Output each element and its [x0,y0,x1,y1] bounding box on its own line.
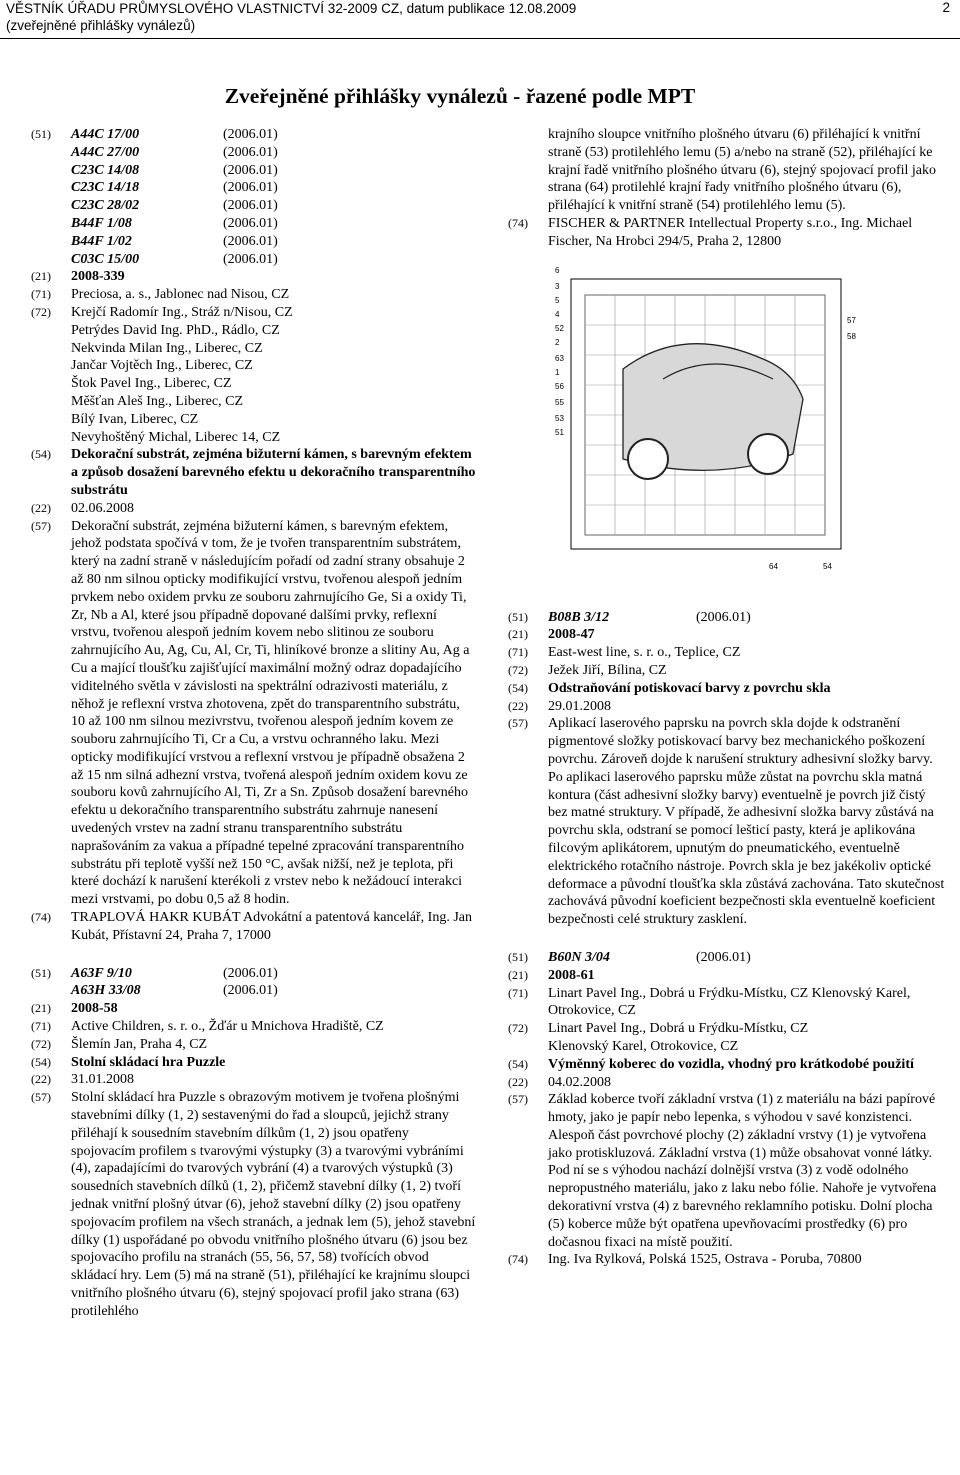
ipc-row: C23C 14/18 (2006.01) [71,180,278,196]
filing-date: (22) 29.01.2008 [508,698,611,714]
inventors: (72) Šlemín Jan, Praha 4, CZ [31,1036,208,1052]
applicant: (71) Preciosa, a. s., Jablonec nad Nisou, CZ [31,287,290,303]
ipc-row: C23C 28/02 (2006.01) [71,198,278,214]
abstract: (57) Dekorační substrát, zejména bižuterní kámen, s barevným efektem, jehož podstata spočívá v tom, že je tvořen transparentním substrátem, který na zadní straně v následujícím pořadí od zadní strany obsahuje 2 až 80 nm silnou opticky modifikující vrstvu, tvořenou alespoň jedním prvkem nebo oxidem prvku ze souboru zahrnujícího Ge, Si a oxidy Ti, Zr, Nb a Al, které jsou případně dopované dalšími prvky, reflexní vrstvu, tvořenou alespoň jedním kovem nebo slitinou ze souboru zahrnujícího Au, Ag, Cu, Al, Cr, Ti, hliníkové bronze a slitiny Au, Ag a Cu a mající tloušťku zajišťující maximální možný odraz dopadajícího viditelného světla v závislosti na spektrální odrazivosti materiálu, z něhož je reflexní vrstva zhotovena, zpět do transparentního substrátu, 10 až 100 nm silnou mezivrstvu, tvořenou alespoň jedním kovem ze souboru zahrnujícího Ti, Cr a Cu, a vrstvu ochranného laku. Mezi opticky modifikující vrstvou a reflexní vrstvou je případně obsažena 2 až 15 nm silná adhezní vrstva, tvořená alespoň jedním oxidem kovu ze souboru kovů zahrnujícího Al, Ti, Zr a Sn. Způsob dosažení barevného efektu u dekoračního transparentního substrátu zahrnuje nanesení uvedených vrstev na zadní stranu transparentního substrátu naprašováním za vakua a případné tepelné zpracování transparentního substrátu při teplotě vyšší než 150 °C, avšak nižší, než je teplota, při které dochází k narušení kterékoli z vrstev nebo k nežádoucí interakci mezi vrstvami, po dobu 0,5 až 8 hodin. [31,518,470,908]
filing-date: (22) 04.02.2008 [508,1074,611,1090]
ipc-row: B44F 1/02 (2006.01) [71,233,278,249]
inventors: (72) Ježek Jiří, Bílina, CZ [508,662,667,678]
figure-reference-label: 64 [769,561,778,571]
figure-reference-label: 4 [555,309,560,319]
abstract: (57) Základ koberce tvoří základní vrstva (1) z materiálu na bázi papírové hmoty, jako je papír nebo lepenka, s výhodou v savé konzistenci. Alespoň část povrchové plochy (2) základní vrstvy (1) je vytvořena jako protiskluzová. Základní vrstva (1) může obsahovat vonné látky. Pod ní se s výhodou nachází dolnější vrstva (3) z vodě odolného nepropustného materiálu, jako z laku nebo fólie. Nahoře je vytvořena dekorativní vrstva (4) z barevného reklamního potisku. Dolní plocha (5) koberce může být opatřena upevňovacími prostředky (6) pro dočasnou fixaci na místě použití. [508,1092,937,1250]
entry-4 [508,949,948,1269]
ipc-row: (51) A44C 17/00 (2006.01) [31,127,278,142]
applicant: (71) Active Children, s. r. o., Žďár u Mnichova Hradiště, CZ [31,1019,384,1035]
wheel-icon [748,434,788,474]
application-number: (21) 2008-61 [508,967,595,983]
figure-reference-label: 56 [555,381,564,391]
abstract: (57) Aplikací laserového paprsku na povrch skla dojde k odstranění pigmentové složky potiskovací barvy bez mechanického poškození povrchu. Zároveň dojde k narušení struktury adhesivní složky barvy. Po aplikaci laserového paprsku může zůstat na povrchu skla matná kontura (část adhesivní složky barvy) eventuelně je povrch již čistý bez matné struktury. V případě, že adhesivní složka barvy zůstává na povrchu skla, odstraní se pomocí lešticí pasty, která je aplikována filcovým aplikátorem, upnutým do pneumatického, eventuelně elektrického rotačního nástroje. Povrch skla je bez jakékoliv optické deformace a původní tloušťka skla zůstává zachována. Tato skutečnost zachovává původní koeficient bezpečnosti skla eventuelně koeficient bezpečnosti celé struktury zasklení. [508,716,945,928]
figure-reference-label: 1 [555,367,560,377]
invention-title: (54) Odstraňování potiskovací barvy z povrchu skla [508,680,831,696]
ipc-row: C23C 14/08 (2006.01) [71,162,278,178]
ipc-row: A44C 27/00 (2006.01) [71,144,278,160]
applicant: (71) East-west line, s. r. o., Teplice, CZ [508,645,741,661]
entry-1 [31,126,476,945]
journal-header [6,0,576,34]
figure-reference-label: 55 [555,397,564,407]
ipc-row: B44F 1/08 (2006.01) [71,215,278,231]
header-rule [0,38,960,39]
journal-subtitle: (zveřejněné přihlášky vynálezů) [6,18,196,33]
figure-reference-label: 52 [555,323,564,333]
filing-date: (22) 31.01.2008 [31,1072,134,1088]
journal-title: VĚSTNÍK ÚŘADU PRŮMYSLOVÉHO VLASTNICTVÍ 32-2009 CZ, datum publikace 12.08.2009 [6,1,577,16]
entry-2 [31,965,476,1321]
page-number: 2 [942,0,950,15]
figure-reference-label: 5 [555,295,560,305]
puzzle-figure [543,259,873,589]
left-column [31,126,476,1321]
figure-reference-label: 53 [555,413,564,423]
figure-reference-label: 51 [555,427,564,437]
ipc-row: (51) A63F 9/10 (2006.01) [31,965,278,981]
application-number: (21) 2008-339 [31,269,125,285]
attorney: (74) FISCHER & PARTNER Intellectual Property s.r.o., Ing. Michael Fischer, Na Hrobci 294/5, Praha 2, 12800 [508,215,913,249]
figure-reference-label: 58 [847,331,856,341]
application-number: (21) 2008-58 [31,1001,118,1017]
invention-title: (54) Dekorační substrát, zejména bižuterní kámen, s barevným efektem a způsob dosažení barevného efektu u dekoračního transparentního substrátu [31,447,476,498]
entry-3 [508,609,948,929]
application-number: (21) 2008-47 [508,627,595,643]
abstract-continued: krajního sloupce vnitřního plošného útvaru (6) přiléhající k vnitřní straně (53) protilehlého lemu (5) a/nebo na straně (52), přiléhající ke krajní řadě vnitřního plošného útvaru (6), stejný spojovací profil jako strana (64) protilehlé krajní řady vnitřního plošného útvaru (6), přiléhající k vnitřní straně (54) protilehlého lemu (5). [548,127,937,214]
ipc-row: (51) B60N 3/04 (2006.01) [508,949,751,965]
ipc-row: A63H 33/08 (2006.01) [71,983,278,999]
ipc-row: C03C 15/00 (2006.01) [71,251,278,267]
figure-reference-label: 3 [555,281,560,291]
right-column [508,126,948,1269]
attorney: (74) TRAPLOVÁ HAKR KUBÁT Advokátní a patentová kancelář, Ing. Jan Kubát, Přístavní 24, Praha 7, 17000 [31,910,473,943]
figure-reference-label: 6 [555,265,560,275]
applicant: (71) Linart Pavel Ing., Dobrá u Frýdku-Místku, CZ Klenovský Karel, Otrokovice, CZ [508,985,911,1019]
filing-date: (22) 02.06.2008 [31,500,134,516]
inventors: (72) Linart Pavel Ing., Dobrá u Frýdku-Místku, CZ Klenovský Karel, Otrokovice, CZ [508,1021,809,1054]
figure-reference-label: 54 [823,561,832,571]
figure-reference-label: 2 [555,337,560,347]
figure-reference-label: 57 [847,315,856,325]
invention-title: (54) Výměnný koberec do vozidla, vhodný pro krátkodobé použití [508,1056,914,1072]
inventors: (72) Krejčí Radomír Ing., Stráž n/Nisou, CZ Petrýdes David Ing. PhD., Rádlo, CZ Nekvinda Milan Ing., Liberec, CZ Jančar Vojtěch Ing., Liberec, CZ Štok Pavel Ing., Liberec, CZ Měšťan Aleš Ing., Liberec, CZ Bílý Ivan, Liberec, CZ Nevyhoštěný Michal, Liberec 14, CZ [31,304,293,445]
invention-title: (54) Stolní skládací hra Puzzle [31,1054,226,1070]
abstract: (57) Stolní skládací hra Puzzle s obrazovým motivem je tvořena plošnými stavebními dílky (1, 2) sestavenými do řad a sloupců, jejichž strany přiléhají k sousedním stavebním dílkům (1, 2) jsou opatřeny spojovacím profilem s tvarovými výstupky (3) a tvarovými vybráními (4), zapadajícími do tvarových vybrání (4) a tvarových výstupků (3) sousedních stavebních dílků (1, 2), přičemž stavební dílky (1, 2) tvoří jednak vnitřní plošný útvar (6), jehož stavební dílky (2) jsou opatřeny spojovacím profilem na všech stranách, a jednak lem (5), jehož stavební dílky (1) uspořádané po obvodu vnitřního plošného útvaru (6) jsou bez spojovacího profilu na stranách (55, 56, 57, 58) tvořících obvod skládací hry. Lem (5) má na straně (51), přiléhající ke krajnímu sloupci vnitřního plošného útvaru (6), stejný spojovací profil jako strana (63) protilehlého [31,1090,476,1319]
ipc-row: (51) B08B 3/12 (2006.01) [508,609,751,625]
puzzle-drawing [543,259,873,589]
attorney: (74) Ing. Iva Rylková, Polská 1525, Ostrava - Poruba, 70800 [508,1252,862,1268]
section-title: Zveřejněné přihlášky vynálezů - řazené podle MPT [224,84,696,108]
wheel-icon [628,439,668,479]
figure-reference-label: 63 [555,353,564,363]
